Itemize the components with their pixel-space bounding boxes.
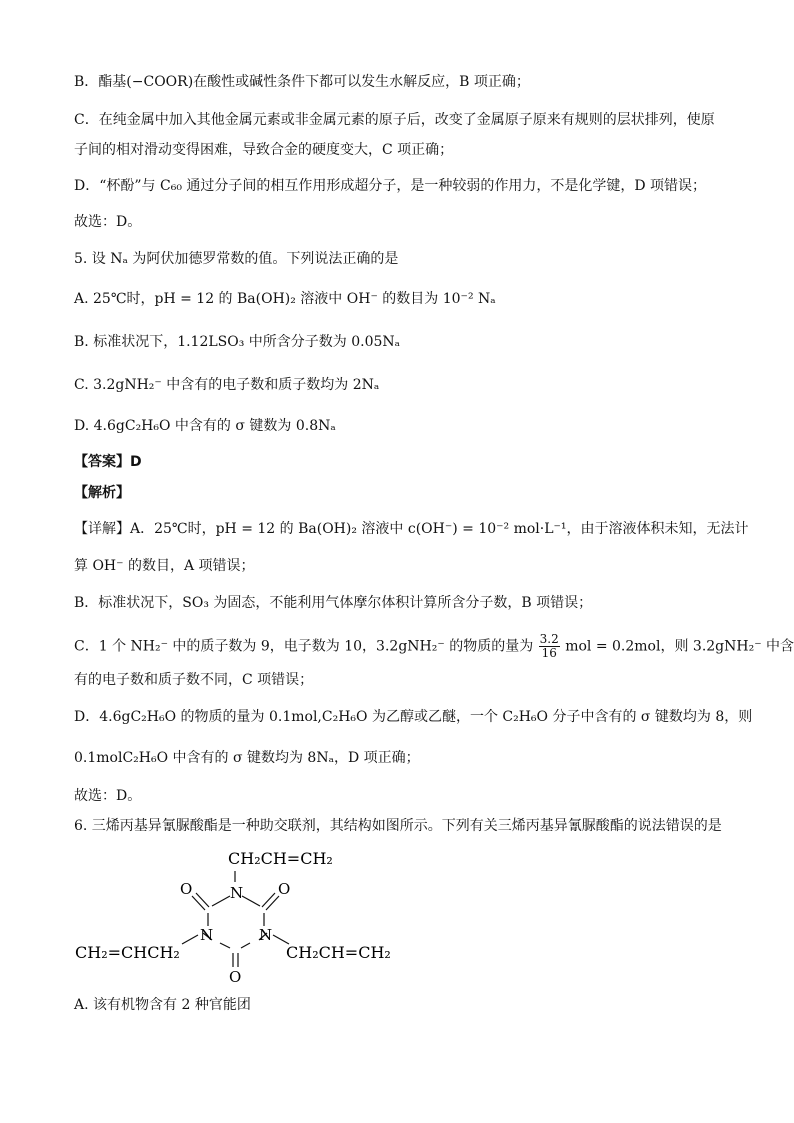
right-allyl-chain: CH₂CH=CH₂ <box>286 943 391 962</box>
detail-b: B．标准状况下，SO₃ 为固态，不能利用气体摩尔体积计算所含分子数，B 项错误； <box>74 595 593 611</box>
detail-c-line1 <box>74 632 794 660</box>
detail-c-text-after: mol = 0.2mol，则 3.2gNH₂⁻ 中含 <box>565 638 794 655</box>
detail-d-line1: D．4.6gC₂H₆O 的物质的量为 0.1mol,C₂H₆O 为乙醇或乙醚，一个 C₂H₆O 分子中含有的 σ 键数均为 8，则 <box>74 709 753 725</box>
ring-nitrogen-right: N <box>259 926 273 944</box>
ring-nitrogen-left: N <box>200 926 214 944</box>
question-5-option-b: B. 标准状况下，1.12LSO₃ 中所含分子数为 0.05Nₐ <box>74 334 401 350</box>
option-d-explanation: D．“杯酚”与 C₆₀ 通过分子间的相互作用形成超分子，是一种较弱的作用力，不是化学键，D 项错误； <box>74 178 707 194</box>
molar-fraction <box>539 633 560 660</box>
top-allyl-chain: CH₂CH=CH₂ <box>228 849 333 868</box>
question-5-option-a: A. 25℃时，pH = 12 的 Ba(OH)₂ 溶液中 OH⁻ 的数目为 10⁻² Nₐ <box>74 291 496 307</box>
detail-a-line1: 【详解】A．25℃时，pH = 12 的 Ba(OH)₂ 溶液中 c(OH⁻) = 10⁻² mol·L⁻¹，由于溶液体积未知，无法计 <box>74 521 749 537</box>
question-5-option-c: C. 3.2gNH₂⁻ 中含有的电子数和质子数均为 2Nₐ <box>74 377 380 393</box>
fraction-denominator: 16 <box>541 646 557 660</box>
carbonyl-oxygen-left: O <box>180 880 193 898</box>
triallyl-isocyanurate-structure <box>60 840 440 990</box>
detail-c-line2: 有的电子数和质子数不同，C 项错误； <box>74 672 314 688</box>
analysis-label: 【解析】 <box>74 485 130 501</box>
detail-d-line2: 0.1molC₂H₆O 中含有的 σ 键数均为 8Nₐ，D 项正确； <box>74 750 420 766</box>
left-allyl-chain: CH₂=CHCH₂ <box>75 943 180 962</box>
carbonyl-oxygen-bottom: O <box>229 968 242 986</box>
question-6-stem: 6. 三烯丙基异氰脲酸酯是一种助交联剂，其结构如图所示。下列有关三烯丙基异氰脲酸酯的说法错误的是 <box>74 818 722 834</box>
carbonyl-oxygen-right: O <box>278 880 291 898</box>
detail-a-line2: 算 OH⁻ 的数目，A 项错误； <box>74 558 255 574</box>
option-b-explanation: B．酯基(−COOR)在酸性或碱性条件下都可以发生水解反应，B 项正确； <box>74 74 530 90</box>
option-c-explanation-line2: 子间的相对滑动变得困难，导致合金的硬度变大，C 项正确； <box>74 142 454 158</box>
detail-c-text-before: C．1 个 NH₂⁻ 中的质子数为 9，电子数为 10，3.2gNH₂⁻ 的物质的量为 <box>74 638 534 655</box>
ring-nitrogen-top: N <box>230 884 244 902</box>
question-5-stem: 5. 设 Nₐ 为阿伏加德罗常数的值。下列说法正确的是 <box>74 251 399 267</box>
choice-conclusion-2: 故选：D。 <box>74 788 142 804</box>
option-c-explanation-line1: C．在纯金属中加入其他金属元素或非金属元素的原子后，改变了金属原子原来有规则的层状排列，使原 <box>74 112 715 128</box>
answer-label: 【答案】D <box>74 454 142 470</box>
question-6-option-a: A. 该有机物含有 2 种官能团 <box>74 997 251 1013</box>
question-5-option-d: D. 4.6gC₂H₆O 中含有的 σ 键数为 0.8Nₐ <box>74 418 336 434</box>
choice-conclusion: 故选：D。 <box>74 214 142 230</box>
fraction-numerator: 3.2 <box>539 632 559 646</box>
